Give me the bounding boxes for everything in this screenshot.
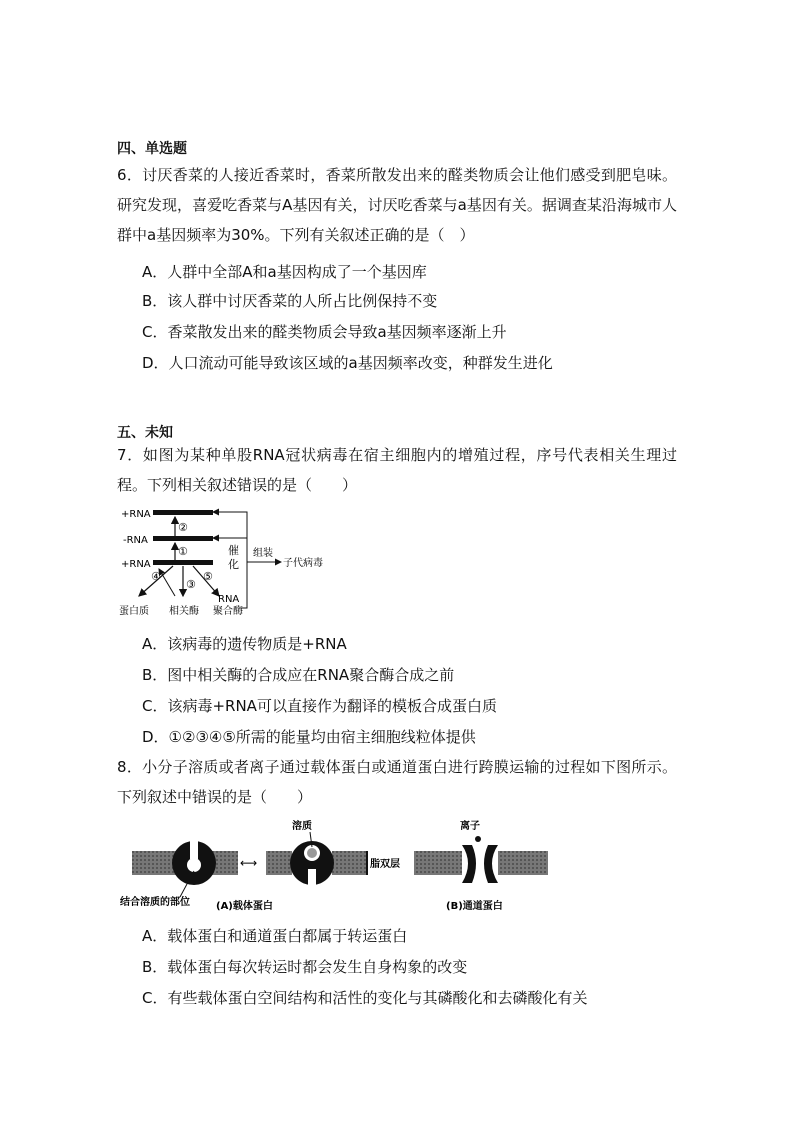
step-2-number: ② — [178, 521, 188, 534]
q7-option-c: C．该病毒+RNA可以直接作为翻译的模板合成蛋白质 — [142, 697, 497, 715]
label-catalyze-2: 化 — [228, 558, 239, 571]
membrane-transport-diagram — [120, 815, 560, 915]
section-title-unknown: 五、未知 — [117, 425, 173, 441]
minus-rna-strand — [153, 536, 213, 541]
step-3-number: ③ — [186, 578, 196, 591]
ion-particle — [475, 836, 481, 842]
membrane-segment — [266, 851, 292, 875]
step-5-number: ⑤ — [203, 570, 213, 583]
q6-option-c: C．香菜散发出来的醛类物质会导致a基因频率逐渐上升 — [142, 323, 507, 341]
caption-carrier-protein: (A)载体蛋白 — [216, 901, 273, 912]
question-8-stem: 8．小分子溶质或者离子通过载体蛋白或通道蛋白进行跨膜运输的过程如下图所示。下列叙述中错误的是（ ） — [117, 758, 677, 806]
question-6-stem: 6．讨厌香菜的人接近香菜时，香菜所散发出来的醛类物质会让他们感受到肥皂味。研究发现，喜爱吃香菜与A基因有关，讨厌吃香菜与a基因有关。据调查某沿海城市人群中a基因频率为30%。下列有关叙述正确的是（ ） — [117, 166, 677, 244]
channel-protein — [462, 845, 498, 883]
arrow-enzyme-feedback — [159, 569, 175, 596]
label-minus-rna: -RNA — [123, 535, 148, 546]
label-assemble: 组装 — [253, 548, 273, 559]
membrane-segment — [332, 851, 366, 875]
q7-option-b: B．图中相关酶的合成应在RNA聚合酶合成之前 — [142, 666, 455, 684]
q7-option-d: D．①②③④⑤所需的能量均由宿主细胞线粒体提供 — [142, 728, 476, 746]
carrier-protein-bound — [290, 841, 334, 887]
section-title-single-choice: 四、单选题 — [117, 141, 187, 157]
q6-option-d: D．人口流动可能导致该区域的a基因频率改变，种群发生进化 — [142, 354, 553, 372]
q8-option-c: C．有些载体蛋白空间结构和活性的变化与其磷酸化和去磷酸化有关 — [142, 989, 588, 1007]
membrane-segment — [498, 851, 548, 875]
q6-option-a: A．人群中全部A和a基因构成了一个基因库 — [142, 263, 427, 281]
bilayer-bracket — [366, 851, 368, 875]
question-7-stem: 7．如图为某种单股RNA冠状病毒在宿主细胞内的增殖过程，序号代表相关生理过程。下列相关叙述错误的是（ ） — [117, 446, 677, 494]
label-protein: 蛋白质 — [119, 606, 149, 617]
label-offspring-virus: 子代病毒 — [283, 558, 323, 569]
label-enzymes: 相关酶 — [169, 606, 199, 617]
carrier-protein-open — [172, 839, 216, 885]
q7-option-a: A．该病毒的遗传物质是+RNA — [142, 635, 347, 653]
label-lipid-bilayer: 脂双层 — [370, 859, 400, 870]
plus-rna-top-strand — [153, 510, 213, 515]
label-rna-polymerase-1: RNA — [218, 594, 240, 605]
label-plus-rna-bottom: +RNA — [121, 559, 151, 570]
q6-option-b: B．该人群中讨厌香菜的人所占比例保持不变 — [142, 292, 438, 310]
q8-option-b: B．载体蛋白每次转运时都会发生自身构象的改变 — [142, 958, 468, 976]
membrane-segment — [132, 851, 176, 875]
plus-rna-bottom-strand — [153, 560, 213, 565]
label-plus-rna-top: +RNA — [121, 509, 151, 520]
transition-arrow: ⟷ — [240, 856, 258, 870]
label-solute: 溶质 — [292, 821, 312, 832]
virus-replication-diagram — [115, 504, 345, 618]
label-binding-site: 结合溶质的部位 — [120, 897, 190, 908]
membrane-segment — [414, 851, 462, 875]
q8-option-a: A．载体蛋白和通道蛋白都属于转运蛋白 — [142, 927, 408, 945]
step-1-number: ① — [178, 545, 188, 558]
step-4-number: ④ — [151, 570, 161, 583]
label-ion: 离子 — [460, 821, 480, 832]
label-rna-polymerase-2: 聚合酶 — [213, 606, 243, 617]
caption-channel-protein: (B)通道蛋白 — [446, 901, 503, 912]
label-catalyze-1: 催 — [228, 544, 239, 557]
